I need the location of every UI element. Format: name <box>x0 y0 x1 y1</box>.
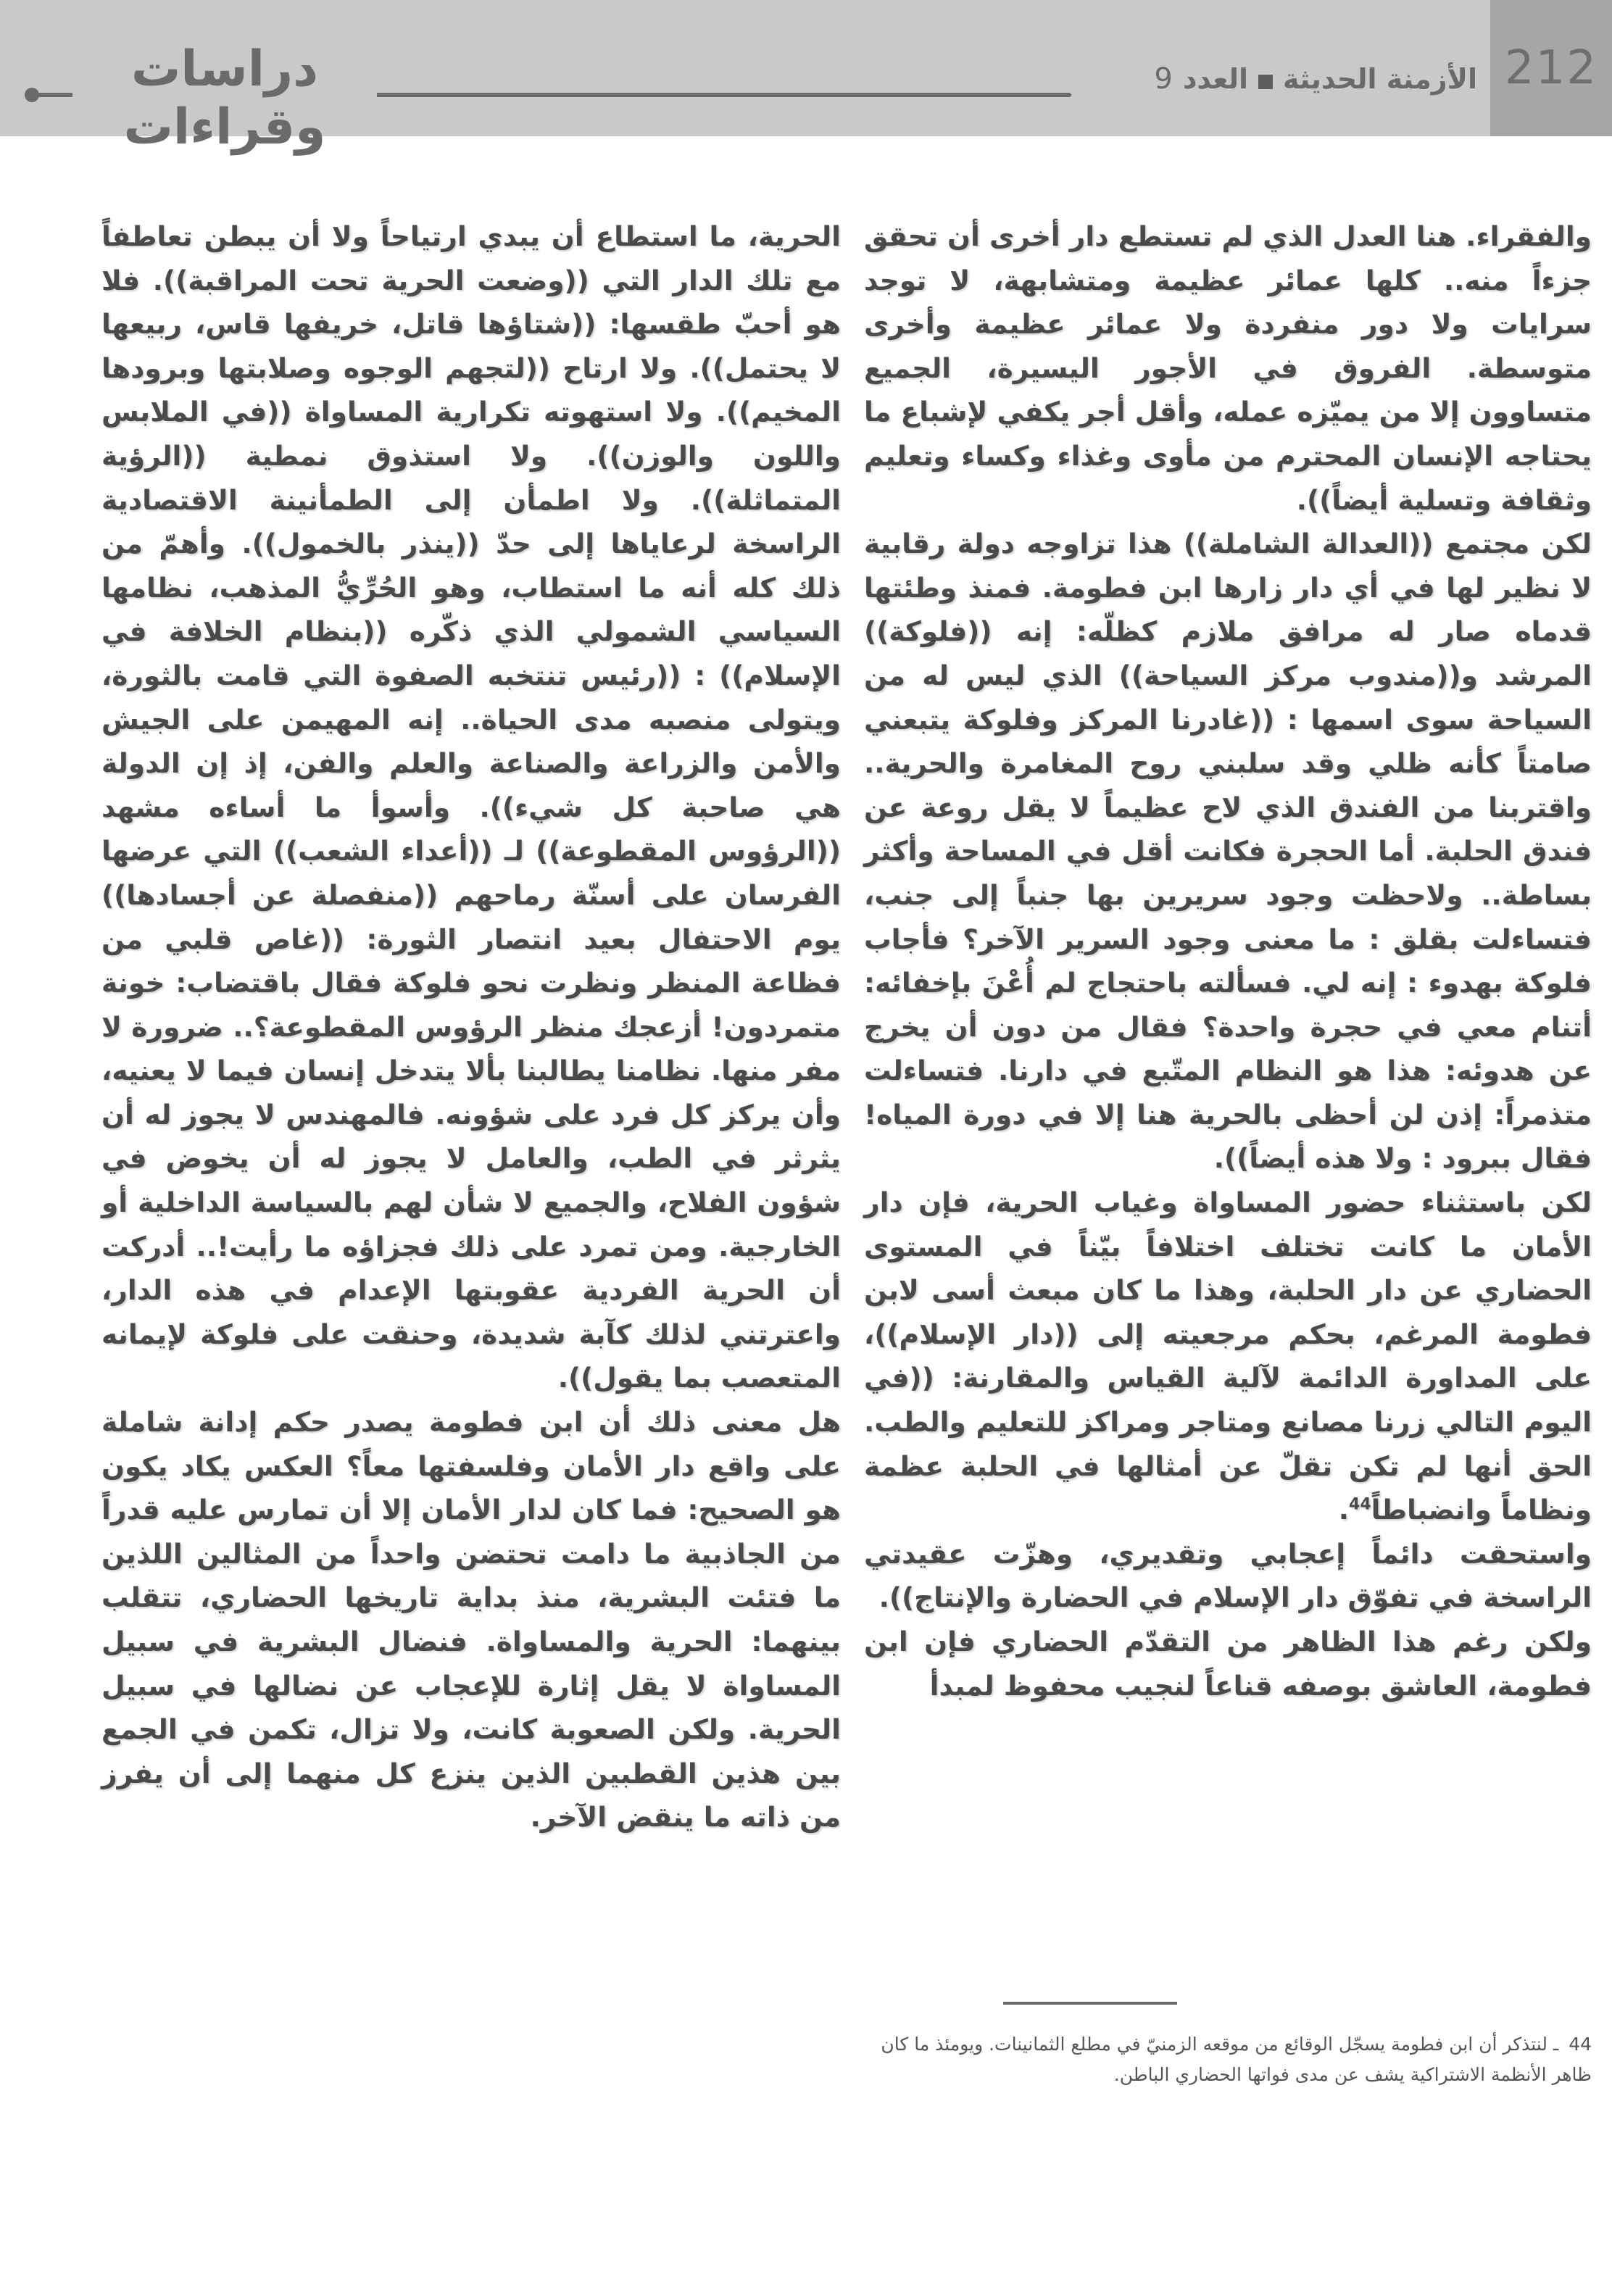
paragraph: الحرية، ما استطاع أن يبدي ارتياحاً ولا أن يبطن تعاطفاً مع تلك الدار التي ((وضعت الحرية تحت المراقبة)). فلا هو أحبّ طقسها: ((شتاؤها قاتل، خريفها قاس، ربيعها لا يحتمل)). ولا ارتاح ((لتجهم الوجوه وصلابتها وبرودها المخيم)). ولا استهوته تكرارية المساواة ((في الملابس واللون والوزن)). ولا استذوق نمطية ((الرؤية المتماثلة)). ولا اطمأن إلى الطمأنينة الاقتصادية الراسخة لرعاياها إلى حدّ ((ينذر بالخمول)). وأهمّ من ذلك كله أنه ما استطاب، وهو الحُرِّيُّ المذهب، نظامها السياسي الشمولي الذي ذكّره ((بنظام الخلافة في الإسلام)) : ((رئيس تنتخبه الصفوة التي قامت بالثورة، ويتولى منصبه مدى الحياة.. إنه المهيمن على الجيش والأمن والزراعة والصناعة والعلم والفن، إذ إن الدولة هي صاحبة كل شيء)). وأسوأ ما أساءه مشهد ((الرؤوس المقطوعة)) لـ ((أعداء الشعب)) التي عرضها الفرسان على أسنّة رماحهم ((منفصلة عن أجسادها)) يوم الاحتفال بعيد انتصار الثورة: ((غاص قلبي من فظاعة المنظر ونظرت نحو فلوكة فقال باقتضاب: خونة متمردون! أزعجك منظر الرؤوس المقطوعة؟.. ضرورة لا مفر منها. نظامنا يطالبنا بألا يتدخل إنسان فيما لا يعنيه، وأن يركز كل فرد على شؤونه. فالمهندس لا يجوز له أن يثرثر في الطب، والعامل لا يجوز له أن يخوض في شؤون الفلاح، والجميع لا شأن لهم بالسياسة الداخلية أو الخارجية. ومن تمرد على ذلك فجزاؤه ما رأيت!.. أدركت أن الحرية الفردية عقوبتها الإعدام في هذه الدار، واعترتني لذلك كآبة شديدة، وحنقت على فلوكة لإيمانه المتعصب بما يقول)). <box>101 220 841 1394</box>
footnote-divider <box>1003 2002 1177 2005</box>
square-separator-icon <box>1258 75 1273 89</box>
paragraph-text: لكن باستثناء حضور المساواة وغياب الحرية، فإن دار الأمان ما كانت تختلف اختلافاً بيّناً في المستوى الحضاري عن دار الحلبة، وهذا ما كان مبعث أسى لابن فطومة المرغم، بحكم مرجعيته إلى ((دار الإسلام))، على المداورة الدائمة لآلية القياس والمقارنة: ((في اليوم التالي زرنا مصانع ومتاجر ومراكز للتعليم والطب. الحق أنها لم تكن تقلّ عن أمثالها في الحلبة عظمة ونظاماً وانضباطاً <box>864 1186 1592 1526</box>
left-column <box>101 215 841 1839</box>
paragraph: ولكن رغم هذا الظاهر من التقدّم الحضاري فإن ابن فطومة، العاشق بوصفه قناعاً لنجيب محفوظ لمبدأ <box>864 1626 1592 1702</box>
paragraph: هل معنى ذلك أن ابن فطومة يصدر حكم إدانة شاملة على واقع دار الأمان وفلسفتها معاً؟ العكس يكاد يكون هو الصحيح: فما كان لدار الأمان إلا أن تمارس عليه قدراً من الجاذبية ما دامت تحتضن واحداً من المثالين اللذين ما فتئت البشرية، منذ بداية تاريخها الحضاري، تتقلب بينهما: الحرية والمساواة. فنضال البشرية في سبيل المساواة لا يقل إثارة للإعجاب عن نضالها في سبيل الحرية. ولكن الصعوبة كانت، ولا تزال، تكمن في الجمع بين هذين القطبين الذين ينزع كل منهما إلى أن يفرز من ذاته ما ينقض الآخر. <box>101 1406 841 1834</box>
paragraph: واستحقت دائماً إعجابي وتقديري، وهزّت عقيدتي الراسخة في تفوّق دار الإسلام في الحضارة والإنتاج)). <box>864 1537 1592 1614</box>
footnote-number: 44 <box>1569 2034 1592 2055</box>
paragraph: لكن باستثناء حضور المساواة وغياب الحرية، فإن دار الأمان ما كانت تختلف اختلافاً بيّناً في المستوى الحضاري عن دار الحلبة، وهذا ما كان مبعث أسى لابن فطومة المرغم، بحكم مرجعيته إلى ((دار الإسلام))، على المداورة الدائمة لآلية القياس والمقارنة: ((في اليوم التالي زرنا مصانع ومتاجر ومراكز للتعليم والطب. الحق أنها لم تكن تقلّ عن أمثالها في الحلبة عظمة ونظاماً وانضباطاً$^{44}$. <box>864 1186 1592 1526</box>
magazine-name: الأزمنة الحديثة <box>1283 63 1477 95</box>
issue-number: 9 <box>1154 62 1173 96</box>
rule-end-dot-icon <box>25 88 39 102</box>
paragraph: والفقراء. هنا العدل الذي لم تستطع دار أخرى أن تحقق جزءاً منه.. كلها عمائر عظيمة ومتشابهة، لا توجد سرايات ولا دور منفردة ولا عمائر عظيمة وأخرى متوسطة. الفروق في الأجور اليسيرة، الجميع متساوون إلا من يميّزه عمله، وأقل أجر يكفي لإشباع ما يحتاجه الإنسان المحترم من مأوى وغذاء وكساء وتعليم وثقافة وتسلية أيضاً)). <box>864 220 1592 516</box>
paragraph: لكن مجتمع ((العدالة الشاملة)) هذا تزاوجه دولة رقابية لا نظير لها في أي دار زارها ابن فطومة. فمنذ وطئتها قدماه صار له مرافق ملازم كظلّه: إنه ((فلوكة)) المرشد و((مندوب مركز السياحة)) الذي ليس له من السياحة سوى اسمها : ((غادرنا المركز وفلوكة يتبعني صامتاً كأنه ظلي وقد سلبني روح المغامرة والحرية.. واقتربنا من الفندق الذي لاح عظيماً لا يقل روعة عن فندق الحلبة. أما الحجرة فكانت أقل في المساحة وأكثر بساطة.. ولاحظت وجود سريرين بها جنباً إلى جنب، فتساءلت بقلق : ما معنى وجود السرير الآخر؟ فأجاب فلوكة بهدوء : إنه لي. فسألته باحتجاج لم أُعْنَ بإخفائه: أتنام معي في حجرة واحدة؟ فقال من دون أن يخرج عن هدوئه: هذا هو النظام المتّبع في دارنا. فتساءلت متذمراً: إذن لن أحظى بالحرية هنا إلا في دورة المياه! فقال ببرود : ولا هذه أيضاً)). <box>864 528 1592 1175</box>
footnote-reference[interactable]: 44 <box>1349 1495 1371 1514</box>
footnote-text: ـ لنتذكر أن ابن فطومة يسجّل الوقائع من موقعه الزمنيّ في مطلع الثمانينات. ويومئذ ما كان ظاهر الأنظمة الاشتراكية يشف عن مدى فواتها الحضاري الباطن. <box>881 2034 1592 2085</box>
right-column <box>864 215 1592 1708</box>
footnote <box>870 2029 1592 2090</box>
page-number: 212 <box>1504 41 1598 95</box>
issue-label: العدد <box>1182 63 1249 95</box>
section-title: دراسات وقراءات <box>72 41 377 99</box>
page-header <box>0 0 1612 156</box>
page-number-box <box>1490 0 1612 136</box>
running-head <box>1154 54 1477 104</box>
